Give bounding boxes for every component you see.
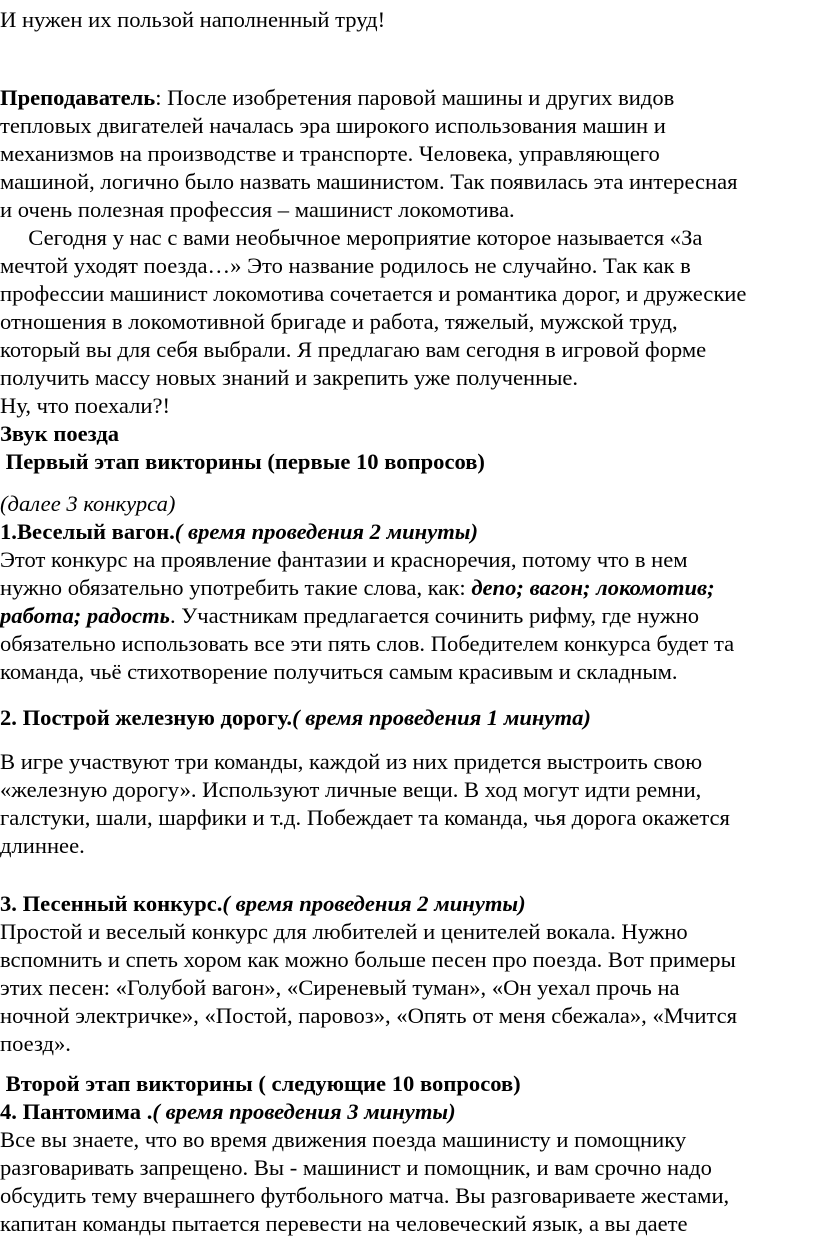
contest-4-line-2: разговаривать запрещено. Вы - машинист и помощник, и вам срочно надо <box>0 1155 712 1180</box>
contest-2-heading: 2. Построй железную дорогу.( время проведения 1 минута) <box>0 705 591 730</box>
teacher-label: Преподаватель <box>0 85 156 110</box>
contest-1-line-5: команда, чьё стихотворение получиться самым красивым и складным. <box>0 659 678 684</box>
contest-4-heading: 4. Пантомима .( время проведения 3 минуты) <box>0 1099 456 1124</box>
further-note: (далее 3 конкурса) <box>0 491 176 516</box>
intro-line: И нужен их пользой наполненный труд! <box>0 7 386 32</box>
para2-line-5: который вы для себя выбрали. Я предлагаю вам сегодня в игровой форме <box>0 337 707 362</box>
contest-2-line-1: В игре участвуют три команды, каждой из них придется выстроить свою <box>0 749 703 774</box>
para2-line-4: отношения в локомотивной бригаде и работа, тяжелый, мужской труд, <box>0 309 678 334</box>
contest-1-line-2: нужно обязательно употребить такие слова, как: депо; вагон; локомотив; <box>0 575 715 600</box>
para2-line-2: мечтой уходят поезда…» Это название родилось не случайно. Так как в <box>0 253 691 278</box>
contest-3-line-4: ночной электричке», «Постой, паровоз», «Опять от меня сбежала», «Мчится <box>0 1003 738 1028</box>
teacher-line-2: тепловых двигателей началась эра широкого использования машин и <box>0 113 666 138</box>
contest-1-line-4: обязательно использовать все эти пять слов. Победителем конкурса будет та <box>0 631 735 656</box>
contest-3-line-2: вспомнить и спеть хором как можно больше песен про поезда. Вот примеры <box>0 947 736 972</box>
train-sound-heading: Звук поезда <box>0 421 120 446</box>
teacher-line-4: машиной, логично было назвать машинистом. Так появилась эта интересная <box>0 169 738 194</box>
contest-4-line-4: капитан команды пытается перевести на человеческий язык, а вы даете <box>0 1211 688 1236</box>
contest-2-line-2: «железную дорогу». Используют личные вещи. В ход могут идти ремни, <box>0 777 702 802</box>
contest-3-line-1: Простой и веселый конкурс для любителей и ценителей вокала. Нужно <box>0 919 688 944</box>
stage-2-heading: Второй этап викторины ( следующие 10 вопросов) <box>0 1071 521 1096</box>
contest-3-heading: 3. Песенный конкурс.( время проведения 2 минуты) <box>0 891 526 916</box>
contest-4-line-1: Все вы знаете, что во время движения поезда машинисту и помощнику <box>0 1127 687 1152</box>
stage-1-heading: Первый этап викторины (первые 10 вопросов) <box>0 449 485 474</box>
contest-4-line-3: обсудить тему вчерашнего футбольного матча. Вы разговариваете жестами, <box>0 1183 730 1208</box>
contest-1-line-3: работа; радость. Участникам предлагается сочинить рифму, где нужно <box>0 603 700 628</box>
contest-2-line-3: галстуки, шали, шарфики и т.д. Побеждает та команда, чья дорога окажется <box>0 805 730 830</box>
contest-1-heading: 1.Веселый вагон.( время проведения 2 минуты) <box>0 519 479 544</box>
contest-3-line-5: поезд». <box>0 1031 71 1056</box>
teacher-line-3: механизмов на производстве и транспорте. Человека, управляющего <box>0 141 660 166</box>
para2-line-6: получить массу новых знаний и закрепить уже полученные. <box>0 365 579 390</box>
para2-line-1: Сегодня у нас с вами необычное мероприятие которое называется «За <box>0 225 703 250</box>
teacher-line-5: и очень полезная профессия – машинист локомотива. <box>0 197 515 222</box>
teacher-line-1: Преподаватель: После изобретения паровой машины и других видов <box>0 85 675 110</box>
contest-2-line-4: длиннее. <box>0 833 85 858</box>
contest-1-line-1: Этот конкурс на проявление фантазии и красноречия, потому что в нем <box>0 547 688 572</box>
para2-line-7: Ну, что поехали?! <box>0 393 171 418</box>
contest-3-line-3: этих песен: «Голубой вагон», «Сиреневый туман», «Он уехал прочь на <box>0 975 680 1000</box>
para2-line-3: профессии машинист локомотива сочетается и романтика дорог, и дружеские <box>0 281 747 306</box>
